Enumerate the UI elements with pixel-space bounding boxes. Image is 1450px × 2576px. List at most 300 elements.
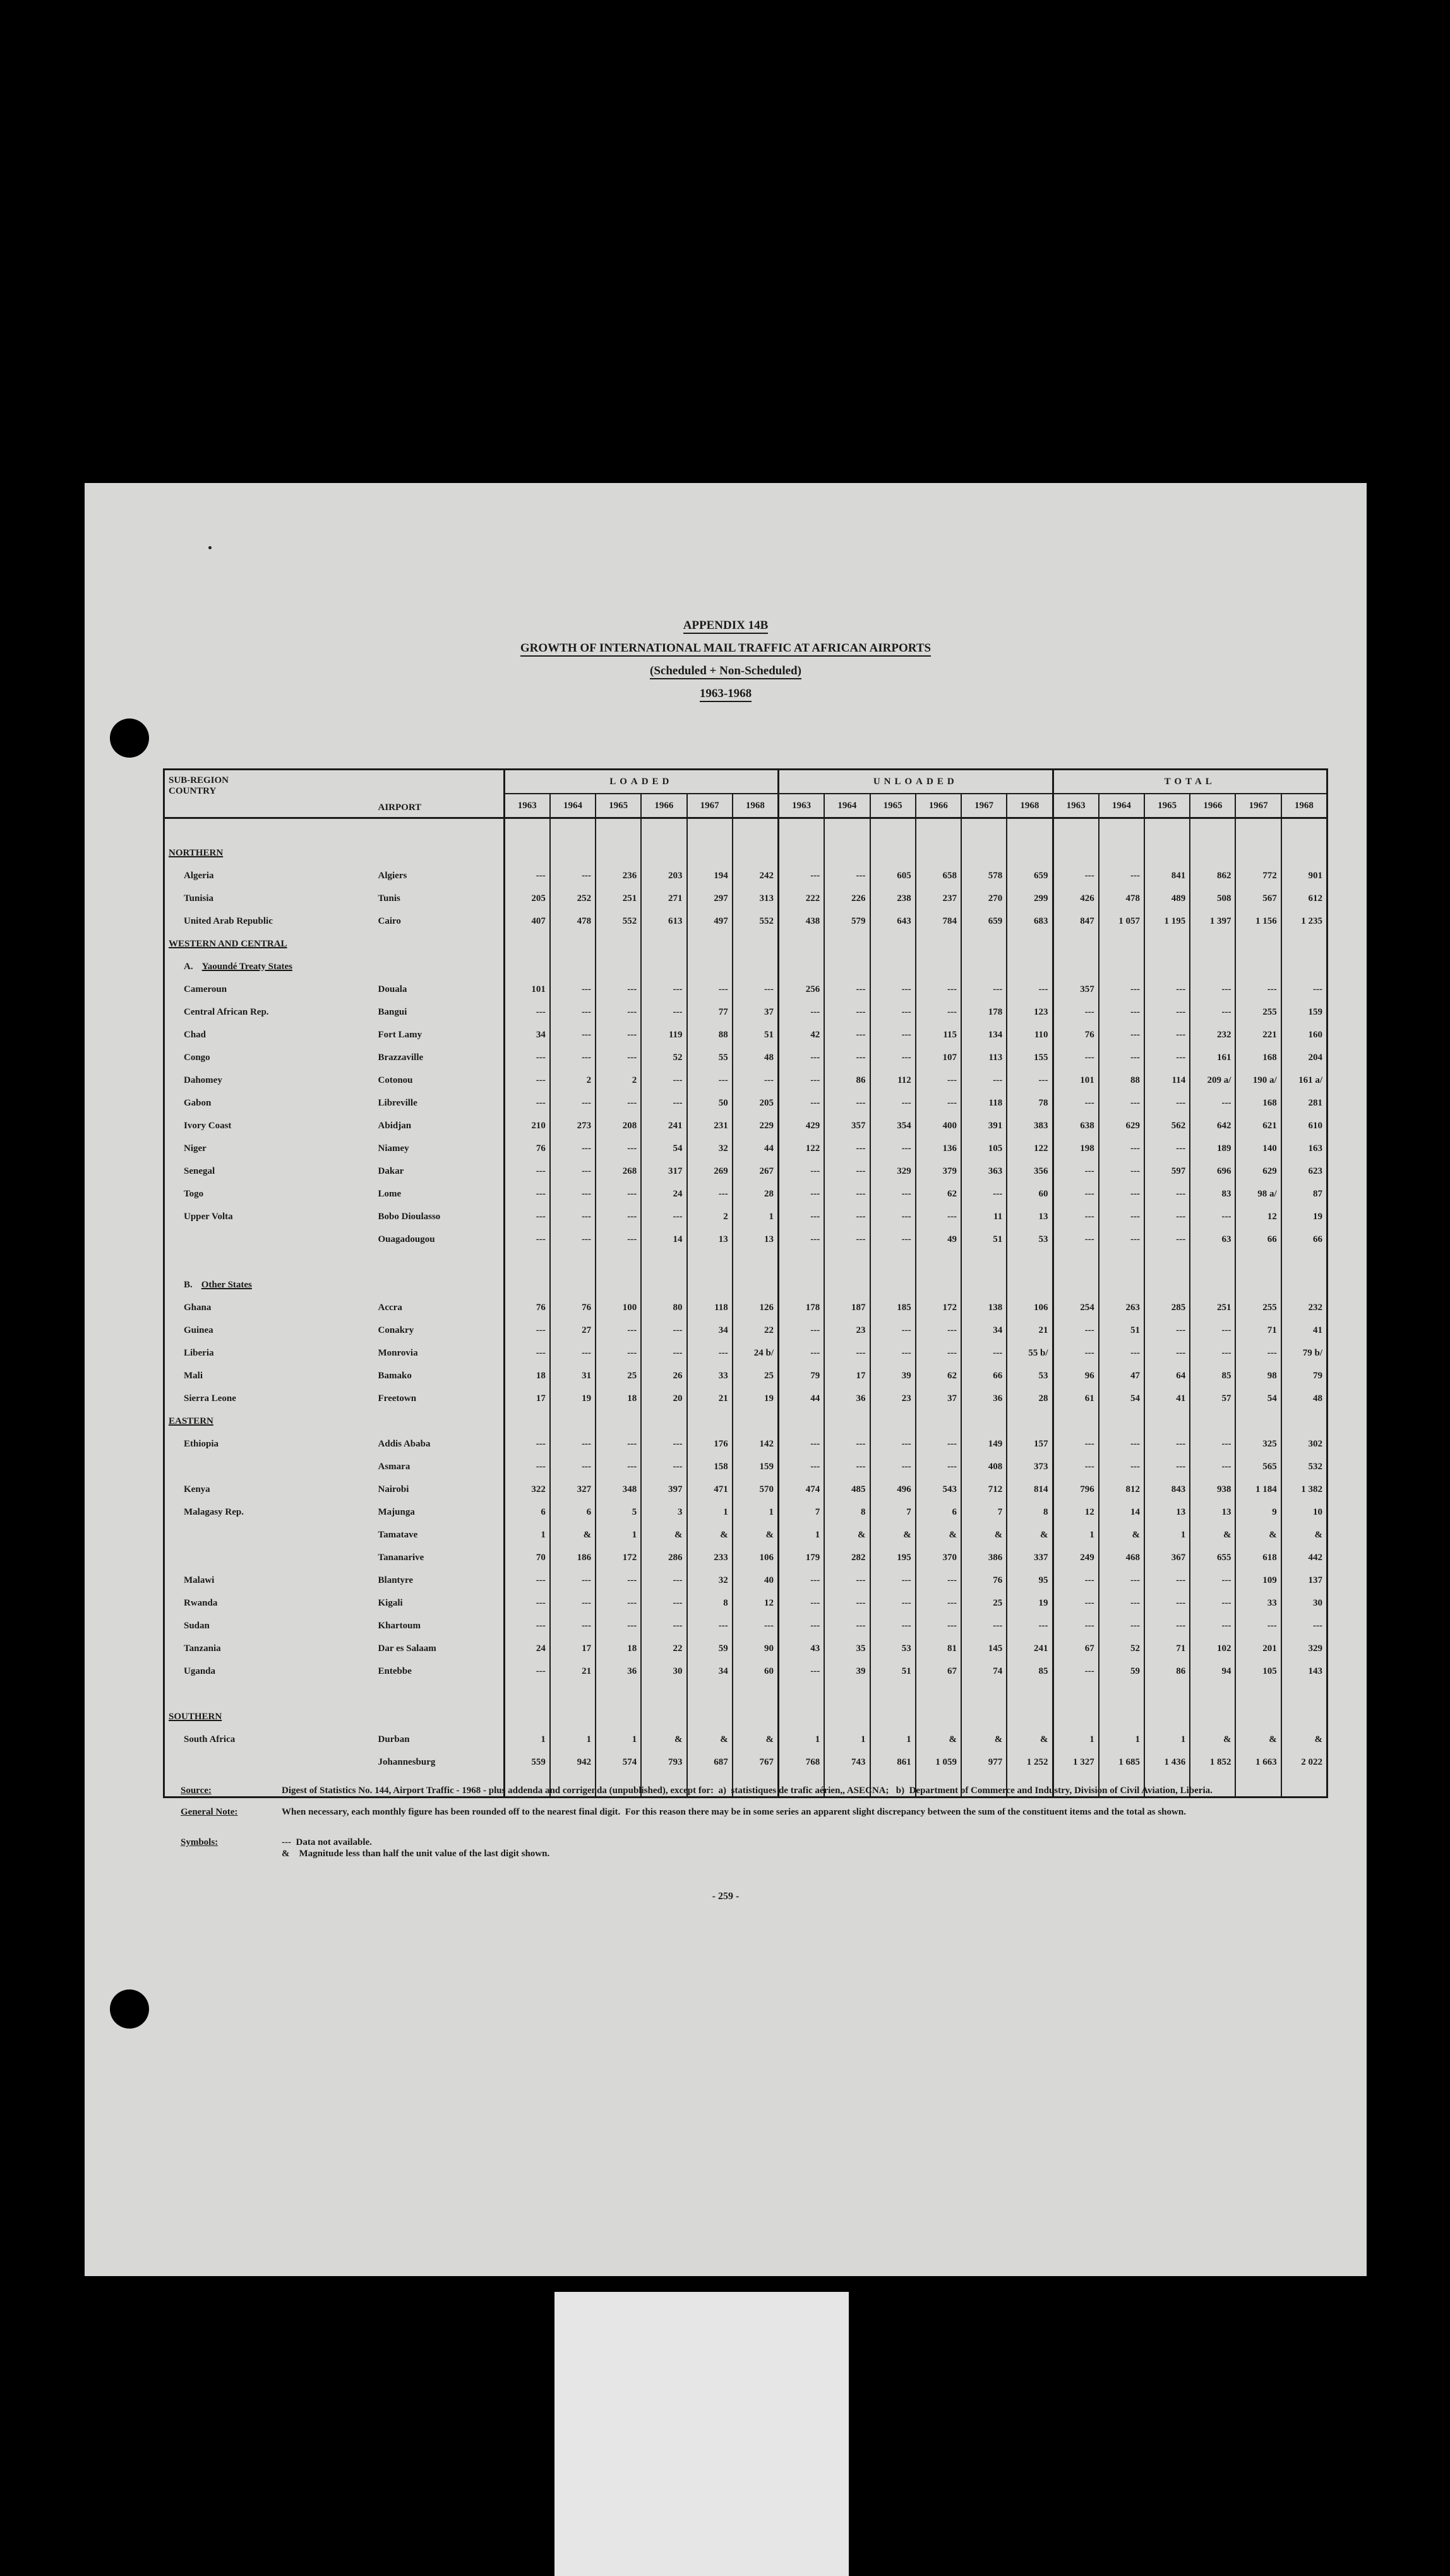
empty-cell (824, 933, 870, 955)
value-cell: 408 (961, 1455, 1007, 1478)
speck (208, 546, 212, 549)
value-cell: 23 (870, 1387, 916, 1410)
value-cell: --- (870, 1023, 916, 1046)
country-cell: Rwanda (184, 1597, 218, 1608)
table-row (164, 1046, 1327, 1069)
table-row (164, 1114, 1327, 1137)
value-cell: --- (1007, 1069, 1053, 1092)
value-cell: 567 (1235, 887, 1281, 910)
value-cell: 57 (1190, 1387, 1235, 1410)
table-row (164, 887, 1327, 910)
empty-cell (961, 1683, 1007, 1705)
value-cell: 579 (824, 910, 870, 933)
value-cell: --- (504, 1433, 550, 1455)
value-cell: 256 (779, 978, 825, 1001)
value-cell: --- (779, 1614, 825, 1637)
country-cell: Ghana (184, 1302, 212, 1313)
table-row (164, 1001, 1327, 1023)
empty-cell (1053, 1683, 1099, 1705)
value-cell: 1 (1144, 1728, 1190, 1751)
value-cell: 39 (870, 1364, 916, 1387)
value-cell: 172 (596, 1546, 641, 1569)
empty-cell (1281, 1251, 1327, 1273)
value-cell: --- (550, 1342, 596, 1364)
empty-cell (1099, 1273, 1144, 1296)
empty-cell (1281, 1273, 1327, 1296)
value-cell: --- (824, 1160, 870, 1183)
value-cell: --- (1099, 1205, 1144, 1228)
value-cell: 159 (733, 1455, 779, 1478)
empty-cell (687, 1683, 733, 1705)
empty-cell (779, 1683, 825, 1705)
table-row (164, 1137, 1327, 1160)
document-subtitle: (Scheduled + Non-Scheduled) (650, 664, 801, 679)
value-cell: 122 (779, 1137, 825, 1160)
value-cell: 115 (916, 1023, 961, 1046)
value-cell: --- (1053, 1319, 1099, 1342)
value-cell: --- (1235, 1342, 1281, 1364)
airport-cell: Nairobi (378, 1484, 409, 1494)
value-cell: 39 (824, 1660, 870, 1683)
value-cell: --- (1053, 1592, 1099, 1614)
empty-cell (641, 842, 686, 864)
value-cell: --- (504, 1455, 550, 1478)
value-cell: --- (961, 1183, 1007, 1205)
airport-cell: Cotonou (378, 1075, 413, 1085)
value-cell: 18 (504, 1364, 550, 1387)
empty-cell (1053, 955, 1099, 978)
value-cell: 106 (1007, 1296, 1053, 1319)
country-cell: Senegal (184, 1166, 215, 1176)
empty-cell (1235, 1683, 1281, 1705)
value-cell: --- (779, 1183, 825, 1205)
empty-cell (824, 818, 870, 842)
value-cell: --- (1053, 1046, 1099, 1069)
value-cell: --- (1144, 1046, 1190, 1069)
value-cell: 37 (733, 1001, 779, 1023)
airport-cell: Lome (378, 1188, 402, 1199)
value-cell: --- (824, 1023, 870, 1046)
table-row (164, 1433, 1327, 1455)
value-cell: --- (916, 1069, 961, 1092)
value-cell: 24 (504, 1637, 550, 1660)
value-cell: --- (1190, 1433, 1235, 1455)
value-cell: --- (1190, 1592, 1235, 1614)
value-cell: 189 (1190, 1137, 1235, 1160)
subsection-row (164, 1273, 1327, 1296)
value-cell: 76 (504, 1137, 550, 1160)
value-cell: --- (1099, 1160, 1144, 1183)
value-cell: 161 (1190, 1046, 1235, 1069)
empty-cell (1053, 1410, 1099, 1433)
value-cell: & (916, 1524, 961, 1546)
table-row (164, 1524, 1327, 1546)
value-cell: 426 (1053, 887, 1099, 910)
value-cell: --- (1099, 1046, 1144, 1069)
value-cell: 185 (870, 1296, 916, 1319)
subregion-country-header: SUB-REGION COUNTRY (164, 770, 374, 818)
note-row (181, 1785, 1343, 1796)
value-cell: --- (596, 1137, 641, 1160)
value-cell: --- (961, 978, 1007, 1001)
empty-cell (779, 933, 825, 955)
value-cell: 659 (961, 910, 1007, 933)
value-cell: --- (870, 978, 916, 1001)
empty-cell (550, 933, 596, 955)
value-cell: & (687, 1728, 733, 1751)
value-cell: 552 (596, 910, 641, 933)
empty-cell (916, 1683, 961, 1705)
value-cell: 159 (1281, 1001, 1327, 1023)
year-header: 1968 (1281, 794, 1327, 818)
section-label: NORTHERN (169, 847, 224, 858)
value-cell: 105 (1235, 1660, 1281, 1683)
value-cell: 370 (916, 1546, 961, 1569)
value-cell: 5 (596, 1501, 641, 1524)
value-cell: 655 (1190, 1546, 1235, 1569)
value-cell: --- (1053, 1228, 1099, 1251)
value-cell: 12 (1235, 1205, 1281, 1228)
value-cell: 60 (1007, 1183, 1053, 1205)
value-cell: --- (1190, 1092, 1235, 1114)
value-cell: --- (824, 1183, 870, 1205)
empty-cell (1099, 955, 1144, 978)
empty-cell (596, 933, 641, 955)
value-cell: 269 (687, 1160, 733, 1183)
value-cell: --- (916, 1592, 961, 1614)
value-cell: 478 (1099, 887, 1144, 910)
value-cell: 145 (961, 1637, 1007, 1660)
empty-cell (596, 1273, 641, 1296)
note-text: When necessary, each monthly figure has been rounded off to the nearest final digit. For this reason there may be in some series an apparent slight discrepancy between the sum of the constituent items and the total as shown. (282, 1807, 1186, 1817)
value-cell: 325 (1235, 1433, 1281, 1455)
value-cell: 7 (961, 1501, 1007, 1524)
airport-cell: Conakry (378, 1325, 414, 1335)
value-cell: 814 (1007, 1478, 1053, 1501)
value-cell: 6 (550, 1501, 596, 1524)
empty-cell (550, 1410, 596, 1433)
value-cell: 22 (641, 1637, 686, 1660)
empty-cell (1099, 1410, 1144, 1433)
empty-cell (596, 1251, 641, 1273)
value-cell: --- (779, 1001, 825, 1023)
value-cell: 19 (1007, 1592, 1053, 1614)
value-cell: 843 (1144, 1478, 1190, 1501)
value-cell: & (1099, 1524, 1144, 1546)
value-cell: 54 (1099, 1387, 1144, 1410)
value-cell: 17 (550, 1637, 596, 1660)
value-cell: --- (1053, 864, 1099, 887)
empty-cell (1007, 955, 1053, 978)
airport-cell: Dakar (378, 1166, 404, 1176)
value-cell: 221 (1235, 1023, 1281, 1046)
value-cell: --- (824, 1092, 870, 1114)
value-cell: 137 (1281, 1569, 1327, 1592)
empty-cell (1235, 1705, 1281, 1728)
table-row (164, 1092, 1327, 1114)
airport-cell: Kigali (378, 1597, 403, 1608)
value-cell: 273 (550, 1114, 596, 1137)
value-cell: 168 (1235, 1092, 1281, 1114)
value-cell: --- (779, 1455, 825, 1478)
country-cell: Malawi (184, 1575, 215, 1585)
value-cell: 400 (916, 1114, 961, 1137)
empty-cell (687, 933, 733, 955)
section-row (164, 933, 1327, 955)
empty-cell (1281, 842, 1327, 864)
value-cell: --- (779, 1569, 825, 1592)
value-cell: 178 (961, 1001, 1007, 1023)
value-cell: --- (870, 1183, 916, 1205)
airport-cell: Bobo Dioulasso (378, 1211, 441, 1222)
value-cell: 1 059 (916, 1751, 961, 1774)
value-cell: & (1281, 1524, 1327, 1546)
value-cell: 201 (1235, 1637, 1281, 1660)
note-label: Source: (181, 1786, 212, 1796)
country-cell: Central African Rep. (184, 1006, 269, 1017)
value-cell: --- (550, 1614, 596, 1637)
value-cell: 30 (641, 1660, 686, 1683)
spacer-row (164, 1251, 1327, 1273)
value-cell: 847 (1053, 910, 1099, 933)
value-cell: 51 (1099, 1319, 1144, 1342)
empty-cell (870, 1410, 916, 1433)
value-cell: 743 (824, 1751, 870, 1774)
empty-cell (1190, 1251, 1235, 1273)
value-cell: & (1007, 1524, 1053, 1546)
value-cell: 1 195 (1144, 910, 1190, 933)
empty-cell (1053, 1705, 1099, 1728)
value-cell: 109 (1235, 1569, 1281, 1592)
empty-cell (596, 1683, 641, 1705)
value-cell: 12 (733, 1592, 779, 1614)
value-cell: 157 (1007, 1433, 1053, 1455)
value-cell: --- (550, 1046, 596, 1069)
value-cell: --- (1053, 1092, 1099, 1114)
value-cell: --- (596, 1183, 641, 1205)
value-cell: 94 (1190, 1660, 1235, 1683)
value-cell: 59 (1099, 1660, 1144, 1683)
value-cell: 354 (870, 1114, 916, 1137)
value-cell: 391 (961, 1114, 1007, 1137)
value-cell: --- (824, 978, 870, 1001)
value-cell: 363 (961, 1160, 1007, 1183)
value-cell: & (733, 1524, 779, 1546)
empty-cell (824, 1251, 870, 1273)
value-cell: 163 (1281, 1137, 1327, 1160)
punch-hole (110, 719, 149, 758)
year-header: 1967 (1235, 794, 1281, 818)
country-cell: Tanzania (184, 1643, 221, 1654)
value-cell: --- (1053, 1342, 1099, 1364)
empty-cell (1007, 933, 1053, 955)
value-cell: --- (1053, 1205, 1099, 1228)
value-cell: 96 (1053, 1364, 1099, 1387)
empty-cell (1053, 1251, 1099, 1273)
value-cell: 613 (641, 910, 686, 933)
empty-cell (779, 955, 825, 978)
empty-cell (596, 1410, 641, 1433)
section-row (164, 842, 1327, 864)
value-cell: 772 (1235, 864, 1281, 887)
note-row (181, 1806, 1343, 1818)
value-cell: 1 (504, 1524, 550, 1546)
value-cell: --- (1235, 1614, 1281, 1637)
value-cell: 329 (1281, 1637, 1327, 1660)
empty-cell (916, 955, 961, 978)
value-cell: --- (824, 1205, 870, 1228)
empty-cell (916, 1273, 961, 1296)
value-cell: 20 (641, 1387, 686, 1410)
value-cell: 76 (504, 1296, 550, 1319)
subsection-row (164, 955, 1327, 978)
year-header: 1968 (1007, 794, 1053, 818)
empty-cell (779, 1705, 825, 1728)
value-cell: 79 b/ (1281, 1342, 1327, 1364)
empty-cell (504, 842, 550, 864)
value-cell: 119 (641, 1023, 686, 1046)
value-cell: 8 (824, 1501, 870, 1524)
value-cell: 176 (687, 1433, 733, 1455)
value-cell: --- (870, 1342, 916, 1364)
document-titles (85, 619, 1367, 710)
empty-cell (1235, 818, 1281, 842)
subsection-prefix: B. (184, 1279, 193, 1290)
value-cell: --- (961, 1614, 1007, 1637)
value-cell: 67 (916, 1660, 961, 1683)
value-cell: 565 (1235, 1455, 1281, 1478)
value-cell: --- (641, 1433, 686, 1455)
value-cell: 241 (1007, 1637, 1053, 1660)
value-cell: 90 (733, 1637, 779, 1660)
empty-cell (1144, 1705, 1190, 1728)
value-cell: 35 (824, 1637, 870, 1660)
value-cell: --- (504, 864, 550, 887)
value-cell: --- (596, 1319, 641, 1342)
value-cell: --- (1144, 1455, 1190, 1478)
page-number: - 259 - (712, 1891, 740, 1902)
value-cell: 44 (779, 1387, 825, 1410)
value-cell: 1 (733, 1501, 779, 1524)
value-cell: --- (687, 1069, 733, 1092)
country-cell: Mali (184, 1370, 203, 1381)
value-cell: --- (596, 1455, 641, 1478)
value-cell: 552 (733, 910, 779, 933)
empty-cell (1099, 842, 1144, 864)
value-cell: 1 (779, 1524, 825, 1546)
empty-cell (1144, 1683, 1190, 1705)
value-cell: --- (550, 1433, 596, 1455)
year-header: 1967 (961, 794, 1007, 818)
country-cell: Sierra Leone (184, 1393, 236, 1404)
value-cell: --- (870, 1001, 916, 1023)
value-cell: --- (733, 1069, 779, 1092)
value-cell: --- (1190, 1342, 1235, 1364)
value-cell: 194 (687, 864, 733, 887)
value-cell: 42 (779, 1023, 825, 1046)
value-cell: --- (1144, 1137, 1190, 1160)
value-cell: --- (504, 1592, 550, 1614)
value-cell: 386 (961, 1546, 1007, 1569)
value-cell: 255 (1235, 1001, 1281, 1023)
value-cell: 543 (916, 1478, 961, 1501)
value-cell: 66 (1281, 1228, 1327, 1251)
airport-cell: Khartoum (378, 1620, 421, 1631)
value-cell: 302 (1281, 1433, 1327, 1455)
empty-cell (961, 1273, 1007, 1296)
value-cell: --- (824, 1455, 870, 1478)
value-cell: 793 (641, 1751, 686, 1774)
value-cell: --- (596, 1023, 641, 1046)
value-cell: 118 (687, 1296, 733, 1319)
note-label: Symbols: (181, 1837, 219, 1847)
empty-cell (1235, 1251, 1281, 1273)
empty-cell (779, 818, 825, 842)
value-cell: 2 (550, 1069, 596, 1092)
value-cell: 204 (1281, 1046, 1327, 1069)
empty-cell (1190, 955, 1235, 978)
empty-cell (1144, 818, 1190, 842)
value-cell: 8 (687, 1592, 733, 1614)
value-cell: 1 156 (1235, 910, 1281, 933)
country-cell: Uganda (184, 1666, 216, 1676)
value-cell: --- (779, 1046, 825, 1069)
empty-cell (550, 1273, 596, 1296)
value-cell: 610 (1281, 1114, 1327, 1137)
empty-cell (870, 933, 916, 955)
empty-cell (1007, 1273, 1053, 1296)
airport-cell: Johannesburg (378, 1756, 436, 1767)
value-cell: 27 (550, 1319, 596, 1342)
value-cell: 25 (961, 1592, 1007, 1614)
value-cell: --- (779, 864, 825, 887)
value-cell: 229 (733, 1114, 779, 1137)
value-cell: --- (1144, 1569, 1190, 1592)
value-cell: 18 (596, 1387, 641, 1410)
value-cell: 532 (1281, 1455, 1327, 1478)
table-row (164, 1364, 1327, 1387)
value-cell: 41 (1281, 1319, 1327, 1342)
value-cell: 205 (733, 1092, 779, 1114)
value-cell: 195 (870, 1546, 916, 1569)
year-header: 1963 (504, 794, 550, 818)
value-cell: 232 (1190, 1023, 1235, 1046)
empty-cell (504, 1683, 550, 1705)
value-cell: 7 (779, 1501, 825, 1524)
value-cell: 24 (641, 1183, 686, 1205)
value-cell: --- (504, 1069, 550, 1092)
value-cell: 337 (1007, 1546, 1053, 1569)
empty-cell (733, 1683, 779, 1705)
value-cell: --- (870, 1319, 916, 1342)
value-cell: --- (870, 1592, 916, 1614)
value-cell: 43 (779, 1637, 825, 1660)
value-cell: 1 327 (1053, 1751, 1099, 1774)
value-cell: 21 (687, 1387, 733, 1410)
value-cell: 796 (1053, 1478, 1099, 1501)
section-row (164, 1410, 1327, 1433)
value-cell: 40 (733, 1569, 779, 1592)
value-cell: 3 (641, 1501, 686, 1524)
value-cell: 6 (504, 1501, 550, 1524)
value-cell: --- (1144, 1205, 1190, 1228)
empty-cell (641, 1705, 686, 1728)
value-cell: 1 (1099, 1728, 1144, 1751)
spacer-row (164, 818, 1327, 842)
airport-cell: Douala (378, 984, 407, 994)
value-cell: 237 (916, 887, 961, 910)
spacer-row (164, 1683, 1327, 1705)
